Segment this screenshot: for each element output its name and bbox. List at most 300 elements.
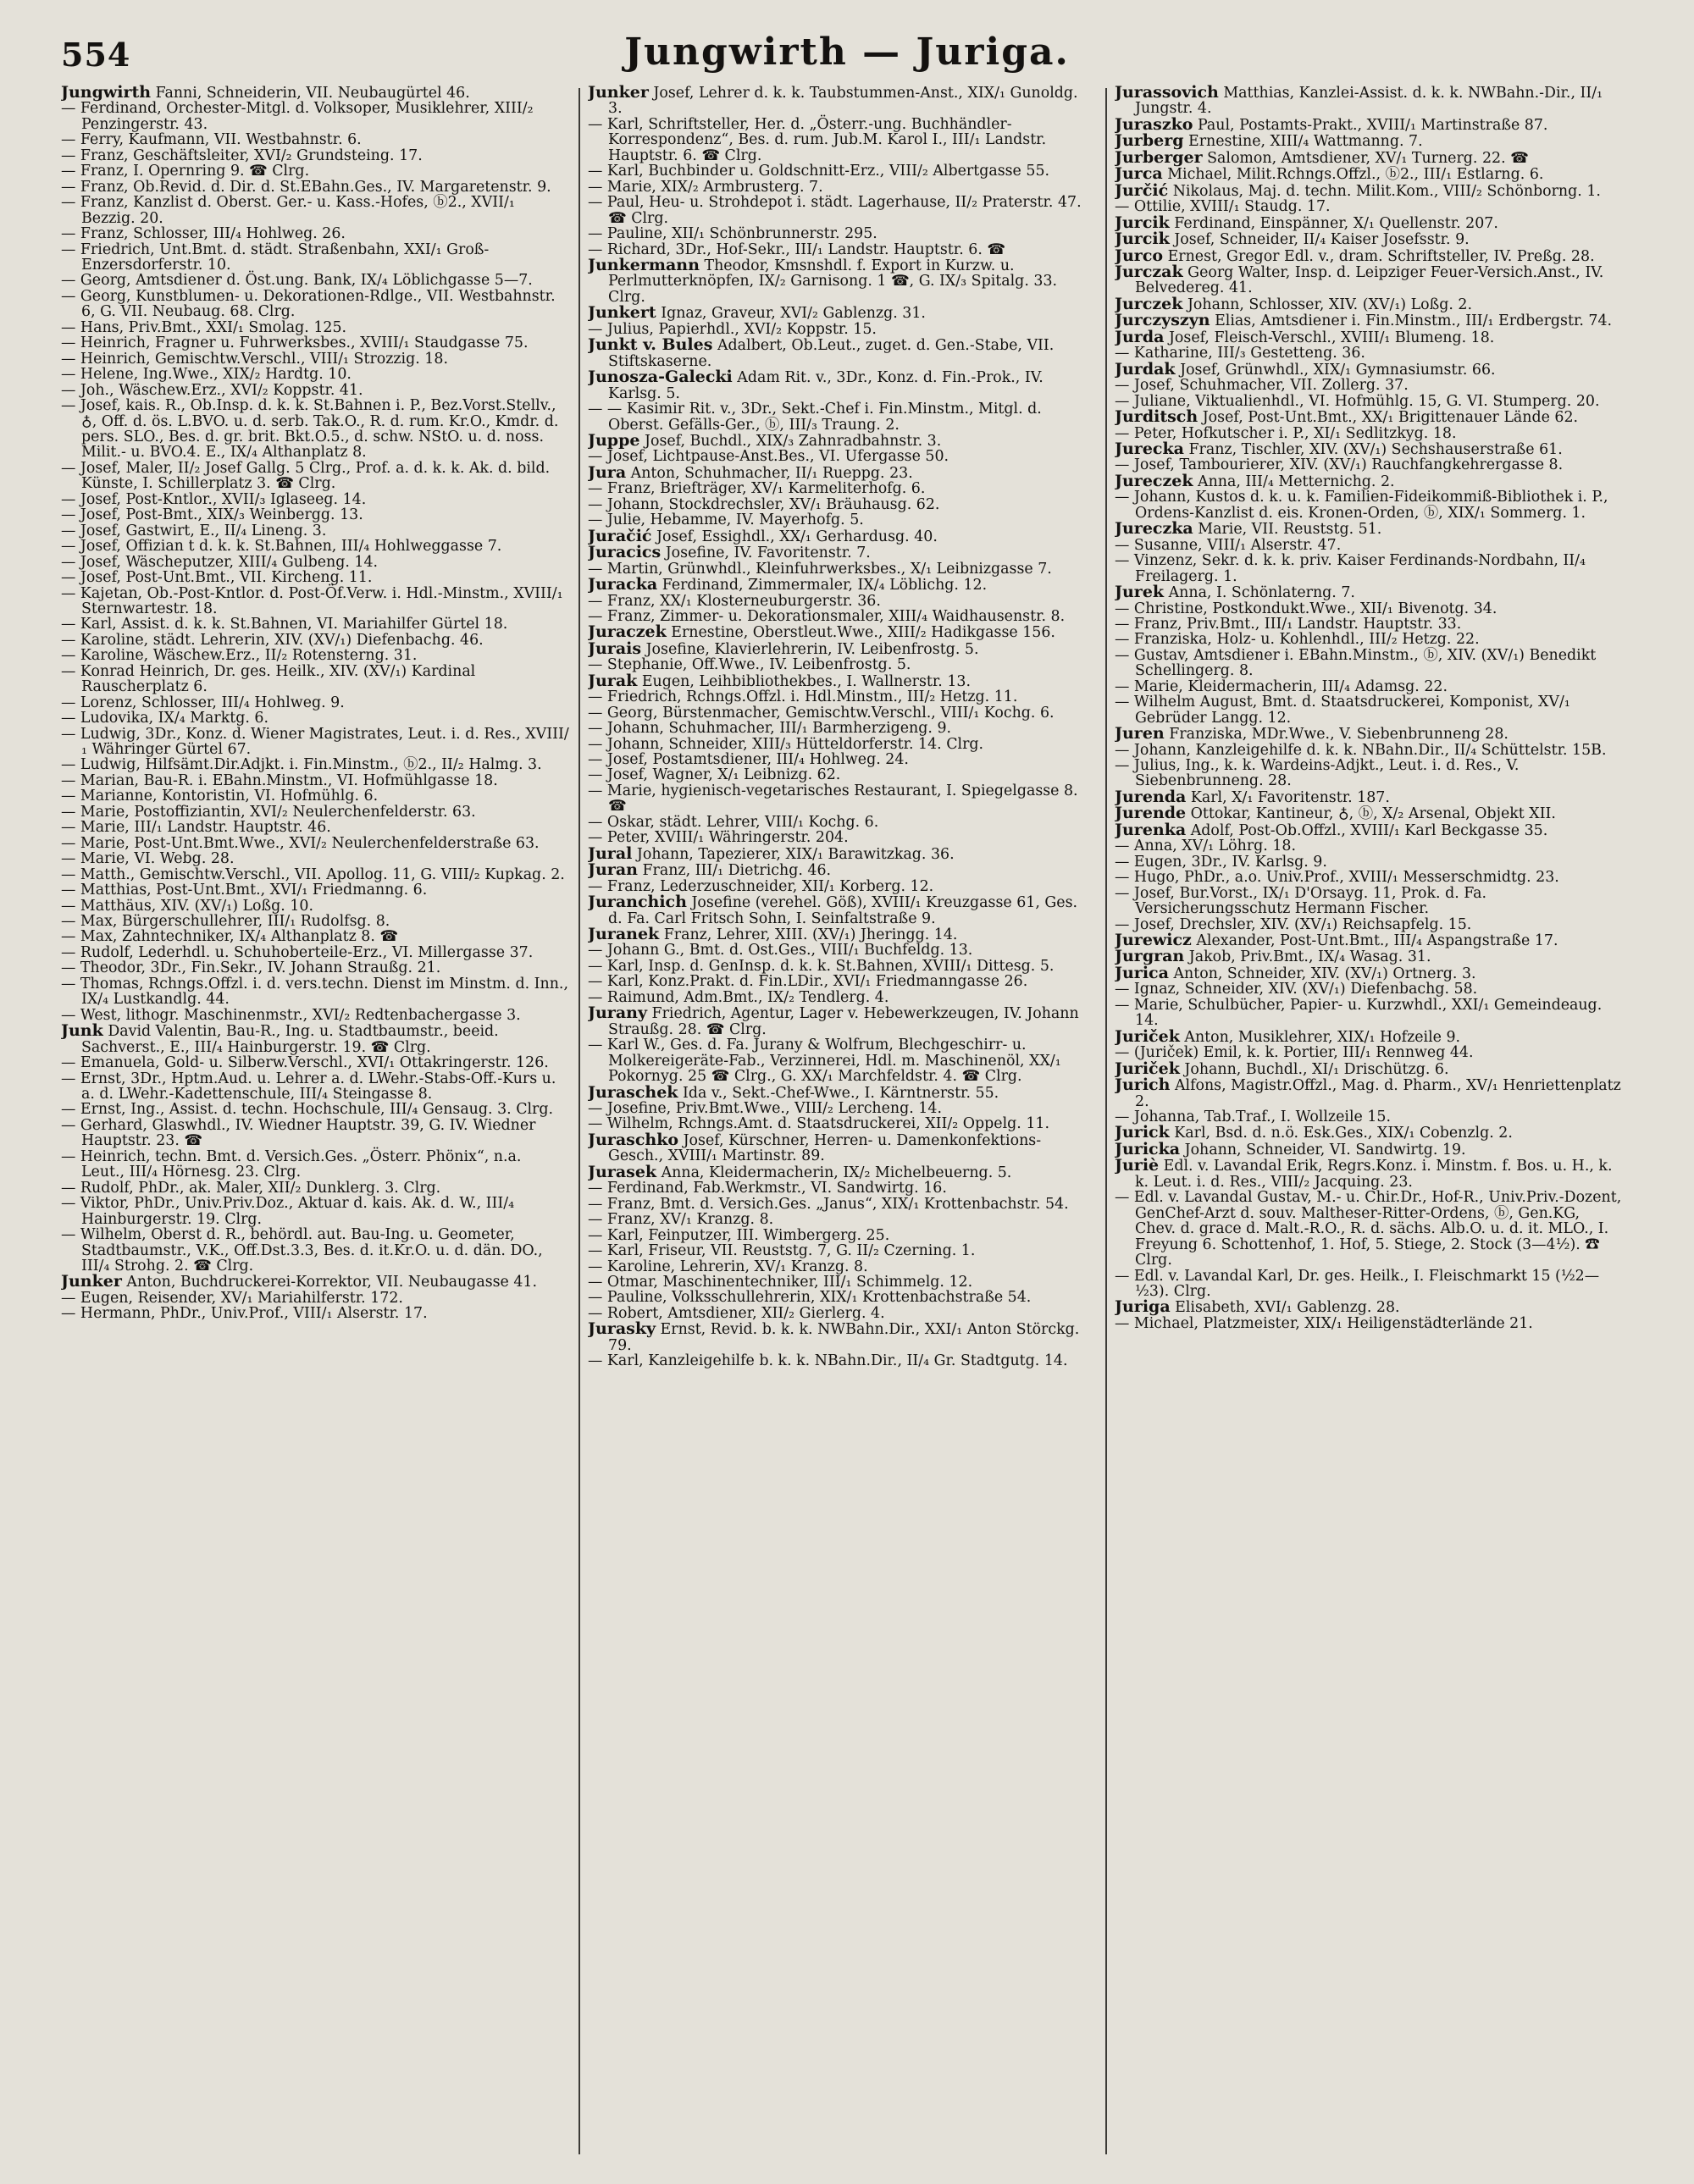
entry-text: Alfons, Magistr.Offzl., Mag. d. Pharm., XV/₁ Henriettenplatz 2.	[1135, 1077, 1621, 1110]
directory-entry	[1115, 789, 1623, 805]
directory-entry	[61, 929, 569, 944]
directory-entry	[61, 1023, 569, 1055]
entry-text: — Karl W., Ges. d. Fa. Jurany & Wolfrum, Blechgeschirr- u. Molkereigeräte-Fab., Verzinnerei, Hdl. m. Maschinenöl, XX/₁ Pokornyg. 25 ☎ Clrg., G. XX/₁ Marchfeldstr. 4. ☎ Clrg.	[588, 1037, 1061, 1086]
directory-entry	[588, 163, 1096, 179]
entry-text: Ignaz, Graveur, XVI/₂ Gablenzg. 31.	[656, 305, 926, 323]
entry-text: — Johann, Stockdrechsler, XV/₁ Bräuhausg. 62.	[588, 495, 940, 513]
entry-surname: Jurassovich	[1115, 85, 1219, 102]
entry-surname: Jurczyszyn	[1115, 311, 1210, 330]
entry-text: Anton, Schuhmacher, II/₁ Rueppg. 23.	[626, 464, 913, 482]
directory-entry	[588, 689, 1096, 705]
entry-text: Michael, Milit.Rchngs.Offzl., ⓑ2., III/₁ Estlarng. 6.	[1162, 166, 1544, 184]
directory-entry	[588, 430, 1096, 450]
directory-entry	[61, 523, 569, 539]
entry-text: — Wilhelm, Oberst d. R., behördl. aut. Bau-Ing. u. Geometer, Stadtbaumstr., V.K., Off.Dst.3.3, Bes. d. it.Kr.O. u. d. dän. DO., III/₄ Strohg. 2. ☎ Clrg.	[61, 1226, 543, 1274]
directory-entry	[61, 664, 569, 695]
entry-text: — Johann, Kanzleigehilfe d. k. k. NBahn.Dir., II/₄ Schüttelstr. 15B.	[1115, 741, 1607, 759]
directory-entry	[61, 1227, 569, 1274]
directory-entry	[61, 273, 569, 288]
entry-text: — Marie, III/₁ Landstr. Hauptstr. 46.	[61, 819, 331, 837]
entry-text: Johann, Tapezierer, XIX/₁ Barawitzkag. 36.	[632, 845, 955, 863]
directory-entry	[588, 1321, 1096, 1353]
directory-column-2	[588, 85, 1096, 2168]
entry-surname: Jural	[588, 843, 633, 863]
entry-text: — Ottilie, XVIII/₁ Staudg. 17.	[1115, 198, 1331, 216]
entry-text: — Franz, XX/₁ Klosterneuburgerstr. 36.	[588, 592, 881, 610]
entry-text: — Konrad Heinrich, Dr. ges. Heilk., XIV. (XV/₁) Kardinal Rauscherplatz 6.	[61, 662, 476, 696]
directory-entry	[1115, 346, 1623, 361]
entry-text: Josef, Fleisch-Verschl., XVIII/₁ Blumeng. 18.	[1164, 329, 1495, 346]
entry-surname: Junk	[61, 1021, 103, 1041]
entry-text: — Hugo, PhDr., a.o. Univ.Prof., XVIII/₁ Messerschmidtg. 23.	[1115, 869, 1559, 887]
directory-entry	[61, 1055, 569, 1070]
entry-text: — Josef, Schuhmacher, VII. Zollerg. 37.	[1115, 377, 1409, 395]
directory-entry	[1115, 180, 1623, 200]
entry-text: — Edl. v. Lavandal Karl, Dr. ges. Heilk., I. Fleischmarkt 15 (½2—½3). Clrg.	[1115, 1267, 1600, 1300]
entry-text: — Joh., Wäschew.Erz., XVI/₂ Koppstr. 41.	[61, 381, 363, 399]
entry-text: — Marie, VI. Webg. 28.	[61, 850, 235, 868]
entry-text: — Josef, Wagner, X/₁ Leibnizg. 62.	[588, 766, 841, 784]
entry-surname: Juran	[588, 860, 638, 880]
entry-text: — Josef, Gastwirt, E., II/₄ Lineng. 3.	[61, 522, 327, 539]
directory-entry	[588, 594, 1096, 609]
entry-text: — Robert, Amtsdiener, XII/₂ Gierlerg. 4.	[588, 1304, 885, 1322]
directory-entry	[588, 1005, 1096, 1037]
entry-text: — Ernst, Ing., Assist. d. techn. Hochschule, III/₄ Gensaug. 3. Clrg.	[61, 1101, 554, 1119]
directory-entry	[1115, 409, 1623, 425]
entry-text: Marie, VII. Reuststg. 51.	[1193, 521, 1382, 539]
entry-surname: Junker	[61, 1272, 122, 1291]
entry-text: — Oskar, städt. Lehrer, VIII/₁ Kochg. 6.	[588, 813, 879, 831]
entry-surname: Jurcik	[1115, 229, 1170, 249]
entry-text: Ernestine, XIII/₄ Wattmanng. 7.	[1183, 133, 1423, 151]
entry-text: — Karl, Kanzleigehilfe b. k. k. NBahn.Dir., II/₄ Gr. Stadtgutg. 14.	[588, 1352, 1068, 1370]
entry-text: Matthias, Kanzlei-Assist. d. k. k. NWBahn.-Dir., II/₁ Jungstr. 4.	[1135, 85, 1603, 118]
entry-surname: Jurca	[1115, 164, 1163, 184]
entry-surname: Jurich	[1115, 1075, 1171, 1095]
entry-text: — Karl, Schriftsteller, Her. d. „Österr.-ung. Buchhändler-Korrespondenz“, Bes. d. rum. Jub.M. Karol I., III/₁ Landstr. Hauptstr. 6. ☎ Clrg.	[588, 115, 1047, 164]
entry-text: Paul, Postamts-Prakt., XVIII/₁ Martinstraße 87.	[1193, 116, 1548, 134]
entry-text: — Johann, Kustos d. k. u. k. Familien-Fideikommiß-Bibliothek i. P., Ordens-Kanzlist d. eis. Kronen-Orden, ⓑ, XIX/₁ Sommerg. 1.	[1115, 489, 1608, 522]
entry-text: — Franz, I. Opernring 9. ☎ Clrg.	[61, 163, 310, 180]
directory-entry	[1115, 248, 1623, 264]
directory-entry	[588, 1274, 1096, 1290]
entry-text: — Johann, Schneider, XIII/₃ Hütteldorferstr. 14. Clrg.	[588, 735, 984, 753]
directory-entry	[588, 830, 1096, 845]
entry-text: — Johann G., Bmt. d. Ost.Ges., VIII/₁ Buchfeldg. 13.	[588, 942, 973, 959]
entry-surname: Juriček	[1115, 1026, 1180, 1046]
entry-text: — Anna, XV/₁ Löhrg. 18.	[1115, 838, 1296, 855]
directory-entry	[588, 721, 1096, 736]
entry-surname: Jurčić	[1115, 180, 1169, 200]
entry-surname: Jurditsch	[1115, 407, 1199, 427]
entry-surname: Jurczak	[1115, 262, 1183, 281]
entry-surname: Juren	[1115, 724, 1165, 744]
directory-entry	[1115, 805, 1623, 821]
entry-text: — Karoline, Lehrerin, XV/₁ Kranzg. 8.	[588, 1258, 868, 1275]
entry-text: Ernest, Gregor Edl. v., dram. Schriftsteller, IV. Preßg. 28.	[1163, 247, 1595, 265]
entry-surname: Juranek	[588, 925, 660, 944]
entry-text: — Karl, Friseur, VII. Reuststg. 7, G. II/₂ Czerning. 1.	[588, 1242, 976, 1260]
entry-text: Adalbert, Ob.Leut., zuget. d. Gen.-Stabe, VII. Stiftskaserne.	[608, 337, 1055, 370]
entry-text: — Josef, Post-Unt.Bmt., VII. Kircheng. 11.	[61, 569, 373, 587]
entry-text: Adolf, Post-Ob.Offzl., XVIII/₁ Karl Beckgasse 35.	[1186, 821, 1548, 839]
directory-entry	[588, 1180, 1096, 1196]
entry-text: — Pauline, XII/₁ Schönbrunnerstr. 295.	[588, 225, 877, 243]
entry-text: Josef, Lehrer d. k. k. Taubstummen-Anst., XIX/₁ Gunoldg. 3.	[608, 85, 1078, 118]
entry-text: Adam Rit. v., 3Dr., Konz. d. Fin.-Prok., IV. Karlsg. 5.	[608, 369, 1044, 402]
directory-entry	[588, 1037, 1096, 1084]
directory-entry	[61, 195, 569, 226]
directory-entry	[1115, 648, 1623, 679]
directory-entry	[588, 767, 1096, 782]
directory-entry	[1115, 822, 1623, 838]
entry-text: — Theodor, 3Dr., Fin.Sekr., IV. Johann Straußg. 21.	[61, 959, 441, 977]
directory-entry	[588, 85, 1096, 117]
entry-text: — Ludovika, IX/₄ Marktg. 6.	[61, 710, 269, 727]
directory-entry	[61, 461, 569, 492]
directory-entry	[61, 633, 569, 648]
entry-text: — Michael, Platzmeister, XIX/₁ Heiligenstädterlände 21.	[1115, 1314, 1533, 1332]
directory-entry	[61, 727, 569, 758]
directory-entry	[61, 555, 569, 570]
entry-text: — Rudolf, Lederhdl. u. Schuhoberteile-Erz., VI. Millergasse 37.	[61, 943, 534, 961]
directory-entry	[61, 1118, 569, 1149]
entry-text: — Marie, XIX/₂ Armbrusterg. 7.	[588, 178, 823, 196]
entry-text: — Ludwig, Hilfsämt.Dir.Adjkt. i. Fin.Minstm., ⓑ2., II/₂ Halmg. 3.	[61, 756, 542, 774]
directory-entry	[588, 705, 1096, 721]
directory-entry	[61, 1274, 569, 1290]
directory-column-1	[61, 85, 569, 2168]
entry-text: Elisabeth, XVI/₁ Gablenzg. 28.	[1170, 1299, 1400, 1317]
entry-text: Johann, Schneider, VI. Sandwirtg. 19.	[1180, 1141, 1466, 1158]
entry-text: — Christine, Postkondukt.Wwe., XII/₁ Bivenotg. 34.	[1115, 600, 1497, 617]
entry-surname: Jurak	[588, 671, 638, 690]
directory-entry	[1115, 758, 1623, 789]
entry-surname: Jungwirth	[61, 85, 152, 102]
directory-columns	[61, 85, 1664, 2168]
directory-entry	[1115, 166, 1623, 182]
directory-entry	[61, 1291, 569, 1306]
entry-surname: Jurasky	[588, 1319, 656, 1339]
directory-entry	[588, 894, 1096, 926]
directory-entry	[1115, 981, 1623, 997]
entry-text: — Ignaz, Schneider, XIV. (XV/₁) Diefenbachg. 58.	[1115, 981, 1478, 998]
entry-text: Anton, Buchdruckerei-Korrektor, VII. Neubaugasse 41.	[121, 1274, 538, 1291]
entry-text: — Ferdinand, Fab.Werkmstr., VI. Sandwirtg. 16.	[588, 1180, 947, 1197]
entry-text: — Ernst, 3Dr., Hptm.Aud. u. Lehrer a. d. LWehr.-Stabs-Off.-Kurs u. a. d. LWehr.-Kadettenschule, III/₄ Steingasse 8.	[61, 1070, 556, 1103]
directory-entry	[1115, 616, 1623, 632]
entry-text: Fanni, Schneiderin, VII. Neubaugürtel 46.	[151, 85, 470, 102]
entry-text: Salomon, Amtsdiener, XV/₁ Turnerg. 22. ☎	[1202, 149, 1529, 167]
entry-surname: Junosza-Galecki	[588, 368, 733, 387]
entry-text: — Julius, Ing., k. k. Wardeins-Adjkt., Leut. i. d. Res., V. Siebenbrunneng. 28.	[1115, 757, 1520, 790]
directory-entry	[1115, 553, 1623, 584]
entry-surname: Jurco	[1115, 246, 1164, 265]
entry-text: — Georg, Amtsdiener d. Öst.ung. Bank, IX/₄ Löblichgasse 5—7.	[61, 272, 533, 290]
directory-entry	[588, 641, 1096, 657]
directory-entry	[61, 648, 569, 663]
entry-text: — Josef, Bur.Vorst., IX/₁ D'Orsayg. 11, Prok. d. Fa. Versicherungsschutz Hermann Fischer.	[1115, 884, 1487, 918]
directory-entry	[588, 815, 1096, 830]
entry-text: — Eugen, Reisender, XV/₁ Mariahilferstr. 172.	[61, 1289, 403, 1307]
directory-entry	[1115, 694, 1623, 726]
entry-text: — Max, Zahntechniker, IX/₄ Althanplatz 8. ☎	[61, 928, 399, 946]
entry-surname: Jurda	[1115, 327, 1165, 346]
entry-surname: Juricka	[1115, 1139, 1181, 1158]
directory-entry	[588, 577, 1096, 593]
entry-text: — Marie, Kleidermacherin, III/₄ Adamsg. 22.	[1115, 677, 1448, 695]
entry-text: — Eugen, 3Dr., IV. Karlsg. 9.	[1115, 853, 1327, 871]
directory-entry	[1115, 441, 1623, 457]
entry-text: — Richard, 3Dr., Hof-Sekr., III/₁ Landstr. Hauptstr. 6. ☎	[588, 241, 1006, 258]
directory-entry	[61, 367, 569, 382]
entry-surname: Jurenda	[1115, 787, 1187, 806]
directory-entry	[1115, 85, 1623, 117]
directory-entry	[588, 337, 1096, 369]
directory-entry	[61, 960, 569, 976]
directory-entry	[588, 257, 1096, 305]
entry-text: — Otmar, Maschinentechniker, III/₁ Schimmelg. 12.	[588, 1273, 973, 1291]
entry-text: — (Juriček) Emil, k. k. Portier, III/₁ Rennweg 44.	[1115, 1044, 1474, 1062]
entry-text: Ferdinand, Zimmermaler, IX/₄ Löblichg. 12.	[657, 577, 988, 594]
directory-entry	[61, 757, 569, 772]
directory-entry	[588, 657, 1096, 672]
entry-text: — Katharine, III/₃ Gestetteng. 36.	[1115, 345, 1365, 362]
directory-entry	[61, 836, 569, 851]
directory-entry	[61, 1149, 569, 1180]
directory-entry	[1115, 378, 1623, 393]
directory-entry	[1115, 965, 1623, 981]
directory-entry	[1115, 473, 1623, 489]
entry-surname: Jurais	[588, 639, 642, 658]
entry-text: — Josef, Maler, II/₂ Josef Gallg. 5 Clrg., Prof. a. d. k. k. Ak. d. bild. Künste, I. Schillerplatz 3. ☎ Clrg.	[61, 459, 551, 493]
entry-text: Franz, Tischler, XIV. (XV/₁) Sechshauserstraße 61.	[1183, 440, 1563, 458]
directory-entry	[588, 462, 1096, 482]
entry-surname: Jureczka	[1115, 519, 1193, 539]
directory-entry	[588, 862, 1096, 878]
entry-text: — Josef, Drechsler, XIV. (XV/₁) Reichsapfelg. 15.	[1115, 915, 1472, 933]
entry-text: Nikolaus, Maj. d. techn. Milit.Kom., VIII/₂ Schönborng. 1.	[1168, 182, 1601, 200]
entry-text: Alexander, Post-Unt.Bmt., III/₄ Aspangstraße 17.	[1191, 932, 1558, 950]
directory-entry	[1115, 726, 1623, 742]
entry-text: — Viktor, PhDr., Univ.Priv.Doz., Aktuar d. kais. Ak. d. W., III/₄ Hainburgerstr. 19. Clrg.	[61, 1195, 515, 1228]
page-number: 554	[61, 36, 131, 74]
entry-text: — Franz, Briefträger, XV/₁ Karmeliterhofg. 6.	[588, 480, 926, 498]
directory-entry	[588, 843, 1096, 863]
directory-entry	[1115, 199, 1623, 214]
entry-text: — Stephanie, Off.Wwe., IV. Leibenfrostg. 5.	[588, 656, 911, 674]
entry-text: — Josef, Tambourierer, XIV. (XV/₁) Rauchfangkehrergasse 8.	[1115, 456, 1564, 474]
entry-surname: Juraczek	[588, 622, 667, 642]
entry-text: — Karl, Insp. d. GenInsp. d. k. k. St.Bahnen, XVIII/₁ Dittesg. 5.	[588, 957, 1055, 975]
entry-text: — Friedrich, Rchngs.Offzl. i. Hdl.Minstm., III/₂ Hetzg. 11.	[588, 688, 1018, 706]
entry-text: — Susanne, VIII/₁ Alserstr. 47.	[1115, 536, 1342, 554]
entry-text: — Karoline, städt. Lehrerin, XIV. (XV/₁) Diefenbachg. 46.	[61, 631, 484, 649]
entry-surname: Jurczek	[1115, 294, 1183, 313]
entry-text: Josefine (verehel. Göß), XVIII/₁ Kreuzgasse 61, Ges. d. Fa. Carl Fritsch Sohn, I. Seinfaltstraße 9.	[608, 894, 1078, 927]
entry-text: Ernst, Revid. b. k. k. NWBahn.Dir., XXI/₁ Anton Störckg. 79.	[608, 1321, 1080, 1354]
entry-text: — Josef, kais. R., Ob.Insp. d. k. k. St.Bahnen i. P., Bez.Vorst.Stellv., ♁, Off. d. ös. L.BVO. u. d. serb. Tak.O., R. d. rum. Kr.O., Kmdr. d. pers. SLO., Bes. d. gr. brit. Bkt.O.5., d. schw. NStO. u. d. noss. Milit.- u. BVO.4. E., IX/₄ Althanplatz 8.	[61, 397, 559, 462]
directory-entry	[61, 226, 569, 241]
entry-text: Edl. v. Lavandal Erik, Regrs.Konz. i. Minstm. f. Bos. u. H., k. k. Leut. i. d. Res., VIII/₂ Jacquing. 23.	[1135, 1158, 1613, 1191]
directory-entry	[588, 1259, 1096, 1274]
entry-surname: Juriga	[1115, 1297, 1171, 1317]
entry-text: — Josef, Wäscheputzer, XIII/₄ Gulbeng. 14.	[61, 553, 379, 571]
entry-text: — Marie, hygienisch-vegetarisches Restaurant, I. Spiegelgasse 8. ☎	[588, 782, 1078, 816]
directory-entry	[1115, 1045, 1623, 1060]
entry-text: Franz, III/₁ Dietrichg. 46.	[637, 862, 832, 880]
directory-entry	[61, 539, 569, 554]
directory-entry	[1115, 1158, 1623, 1190]
entry-text: — Karl, Assist. d. k. k. St.Bahnen, VI. Mariahilfer Gürtel 18.	[61, 616, 508, 633]
entry-text: Jakob, Priv.Bmt., IX/₄ Wasag. 31.	[1184, 948, 1431, 966]
entry-surname: Juracka	[588, 575, 658, 594]
entry-surname: Juppe	[588, 430, 640, 450]
entry-text: — Karl, Feinputzer, III. Wimbergerg. 25.	[588, 1226, 890, 1244]
directory-entry	[1115, 1109, 1623, 1125]
entry-surname: Jura	[588, 462, 627, 482]
directory-entry	[61, 945, 569, 960]
entry-text: — Marie, Postoffiziantin, XVI/₂ Neulerchenfelderstr. 63.	[61, 803, 476, 821]
directory-entry	[588, 926, 1096, 943]
entry-text: — Karl, Buchbinder u. Goldschnitt-Erz., VIII/₂ Albertgasse 55.	[588, 163, 1050, 180]
entry-text: — Hermann, PhDr., Univ.Prof., VIII/₁ Alserstr. 17.	[61, 1305, 428, 1323]
directory-entry	[61, 570, 569, 585]
directory-entry	[588, 752, 1096, 767]
directory-column-3	[1115, 85, 1623, 2168]
entry-text: — Heinrich, Fragner u. Fuhrwerksbes., XVIII/₁ Staudgasse 75.	[61, 335, 529, 352]
entry-text: — Marie, Schulbücher, Papier- u. Kurzwhdl., XXI/₁ Gemeindeaug. 14.	[1115, 996, 1603, 1030]
entry-text: — Ferry, Kaufmann, VII. Westbahnstr. 6.	[61, 131, 362, 149]
directory-entry	[1115, 854, 1623, 870]
directory-entry	[588, 943, 1096, 958]
directory-entry	[61, 351, 569, 367]
directory-entry	[588, 512, 1096, 528]
directory-entry	[588, 1132, 1096, 1164]
directory-entry	[1115, 1190, 1623, 1268]
entry-text: — Matth., Gemischtw.Verschl., VII. Apollog. 11, G. VIII/₂ Kupkag. 2.	[61, 865, 565, 883]
entry-surname: Jurica	[1115, 963, 1169, 982]
directory-entry	[1115, 1316, 1623, 1331]
entry-surname: Jurecka	[1115, 439, 1184, 458]
directory-entry	[1115, 743, 1623, 758]
entry-text: Georg Walter, Insp. d. Leipziger Feuer-Versich.Anst., IV. Belvedereg. 41.	[1135, 263, 1604, 297]
directory-entry	[1115, 426, 1623, 441]
directory-entry	[1115, 1077, 1623, 1109]
entry-surname: Jurberg	[1115, 131, 1184, 151]
directory-entry	[1115, 1139, 1623, 1158]
directory-entry	[61, 1008, 569, 1023]
directory-entry	[1115, 312, 1623, 329]
directory-entry	[588, 959, 1096, 974]
entry-text: — Johanna, Tab.Traf., I. Wollzeile 15.	[1115, 1109, 1391, 1125]
directory-entry	[61, 616, 569, 632]
entry-text: — Josef, Lichtpause-Anst.Bes., VI. Ufergasse 50.	[588, 448, 949, 466]
entry-surname: Jureczek	[1115, 471, 1193, 490]
directory-entry	[61, 1071, 569, 1103]
entry-text: — Karl, Konz.Prakt. d. Fin.LDir., XVI/₁ Friedmanngasse 26.	[588, 973, 1028, 991]
entry-text: Franziska, MDr.Wwe., V. Siebenbrunneng 28.	[1164, 726, 1509, 744]
directory-entry	[588, 1228, 1096, 1243]
directory-entry	[588, 624, 1096, 640]
entry-text: — Peter, Hofkutscher i. P., XI/₁ Sedlitzkyg. 18.	[1115, 424, 1457, 442]
directory-entry	[1115, 632, 1623, 647]
directory-entry	[1115, 1061, 1623, 1077]
directory-entry	[61, 710, 569, 726]
directory-entry	[588, 1164, 1096, 1180]
directory-entry	[61, 914, 569, 929]
directory-entry	[588, 180, 1096, 195]
directory-entry	[61, 85, 569, 101]
directory-entry	[61, 976, 569, 1008]
directory-entry	[1115, 538, 1623, 553]
directory-entry	[588, 401, 1096, 433]
entry-text: — Matthias, Post-Unt.Bmt., XVI/₁ Friedmanng. 6.	[61, 882, 428, 899]
directory-entry	[588, 1290, 1096, 1305]
directory-entry	[61, 320, 569, 335]
entry-text: — Thomas, Rchngs.Offzl. i. d. vers.techn. Dienst im Minstm. d. Inn., IX/₄ Lustkandlg. 44.	[61, 975, 568, 1009]
entry-text: — Ferdinand, Orchester-Mitgl. d. Volksoper, Musiklehrer, XIII/₂ Penzingerstr. 43.	[61, 100, 534, 133]
entry-text: — Vinzenz, Sekr. d. k. k. priv. Kaiser Ferdinands-Nordbahn, II/₄ Freilagerg. 1.	[1115, 552, 1586, 585]
entry-text: — Raimund, Adm.Bmt., IX/₂ Tendlerg. 4.	[588, 988, 889, 1006]
entry-text: Ottokar, Kantineur, ♁, ⓑ, X/₂ Arsenal, Objekt XII.	[1186, 805, 1556, 823]
entry-surname: Juraschko	[588, 1130, 679, 1149]
entry-surname: Jurcik	[1115, 213, 1170, 232]
entry-text: — West, lithogr. Maschinenmstr., XVI/₂ Redtenbachergasse 3.	[61, 1006, 521, 1024]
directory-entry	[588, 1101, 1096, 1116]
directory-entry	[1115, 231, 1623, 247]
entry-surname: Juracics	[588, 543, 662, 562]
entry-text: — — Kasimir Rit. v., 3Dr., Sekt.-Chef i. Fin.Minstm., Mitgl. d. Oberst. Gefälls-Ger., ⓑ, III/₃ Traung. 2.	[588, 401, 1042, 434]
entry-text: — Gerhard, Glaswhdl., IV. Wiedner Hauptstr. 39, G. IV. Wiedner Hauptstr. 23. ☎	[61, 1116, 536, 1150]
entry-text: — Franz, Ob.Revid. d. Dir. d. St.EBahn.Ges., IV. Margaretenstr. 9.	[61, 178, 551, 196]
entry-text: — Lorenz, Schlosser, III/₄ Hohlweg. 9.	[61, 694, 345, 711]
directory-entry	[61, 383, 569, 398]
directory-entry	[1115, 948, 1623, 965]
entry-text: — Peter, XVIII/₁ Währingerstr. 204.	[588, 829, 849, 847]
entry-text: Anton, Musiklehrer, XIX/₁ Hofzeile 9.	[1179, 1028, 1461, 1046]
entry-text: — Franz, Schlosser, III/₄ Hohlweg. 26.	[61, 225, 346, 243]
entry-text: Anton, Schneider, XIV. (XV/₁) Ortnerg. 3.	[1168, 965, 1476, 982]
directory-entry	[61, 804, 569, 820]
entry-surname: Juračić	[588, 526, 652, 545]
directory-entry	[588, 974, 1096, 989]
directory-entry	[588, 561, 1096, 577]
directory-entry	[1115, 584, 1623, 600]
entry-text: Johann, Buchdl., XI/₁ Drischützg. 6.	[1179, 1060, 1449, 1078]
entry-text: Josef, Kürschner, Herren- u. Damenkonfektions-Gesch., XVIII/₁ Martinstr. 89.	[608, 1131, 1042, 1165]
entry-text: — Georg, Kunstblumen- u. Dekorationen-Rdlge., VII. Westbahnstr. 6, G. VII. Neubaug. 68. Clrg.	[61, 287, 556, 321]
entry-text: — Kajetan, Ob.-Post-Kntlor. d. Post-Öf.Verw. i. Hdl.-Minstm., XVIII/₁ Sternwartestr. 18.	[61, 584, 563, 617]
entry-text: — Juliane, Viktualienhdl., VI. Hofmühlg. 15, G. VI. Stumperg. 20.	[1115, 392, 1600, 410]
directory-entry	[588, 673, 1096, 689]
directory-entry	[1115, 521, 1623, 537]
entry-surname: Junkt v. Bules	[588, 335, 713, 355]
directory-entry	[1115, 489, 1623, 521]
directory-entry	[1115, 1299, 1623, 1315]
directory-entry	[588, 528, 1096, 545]
entry-text: — Matthäus, XIV. (XV/₁) Loßg. 10.	[61, 897, 313, 915]
entry-surname: Jurberger	[1115, 147, 1203, 167]
entry-text: — Josef, Post-Kntlor., XVII/₃ Iglaseeg. 14.	[61, 490, 367, 508]
directory-entry	[1115, 886, 1623, 917]
entry-text: — Johann, Schuhmacher, III/₁ Barmherzigeng. 9.	[588, 720, 952, 738]
directory-entry	[588, 783, 1096, 815]
directory-entry	[61, 788, 569, 804]
directory-entry	[61, 882, 569, 898]
entry-text: — Julius, Papierhdl., XVI/₂ Koppstr. 15.	[588, 320, 877, 338]
